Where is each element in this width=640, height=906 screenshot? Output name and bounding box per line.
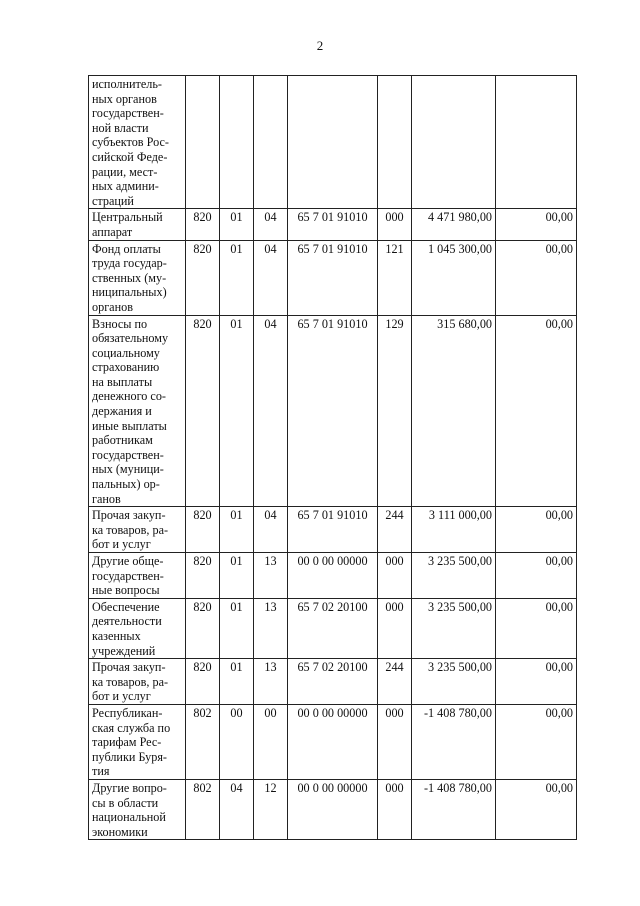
amount-cell [412,76,496,209]
target-article-cell: 65 7 01 91010 [288,315,378,507]
table-row [89,659,577,705]
row-name-cell: исполнитель- ных органов государствен- ной власти субъектов Рос- сийской Феде- рации, мест- ных админи- страций [89,76,186,209]
amount-cell: -1 408 780,00 [412,704,496,779]
amount-cell: 3 235 500,00 [412,598,496,658]
target-article-cell: 65 7 01 91010 [288,209,378,240]
expense-type-cell: 244 [378,659,412,705]
subsection-code-cell: 04 [254,507,288,553]
row-name-cell: Другие вопро- сы в области национальной экономики [89,779,186,839]
target-article-cell: 65 7 01 91010 [288,507,378,553]
row-name-cell: Взносы по обязательному социальному страхованию на выплаты денежного со- держания и иные выплаты работникам государствен- ных (муници- пальных) ор- ганов [89,315,186,507]
subsection-code-cell: 13 [254,598,288,658]
section-code-cell: 01 [220,507,254,553]
table-body [89,76,577,840]
section-code-cell: 04 [220,779,254,839]
ved-code-cell: 820 [186,598,220,658]
table-row [89,598,577,658]
table-row [89,779,577,839]
row-name-cell: Фонд оплаты труда государ- ственных (му- ниципальных) органов [89,240,186,315]
amount-change-cell: 00,00 [496,507,577,553]
expense-type-cell: 000 [378,704,412,779]
ved-code-cell: 820 [186,553,220,599]
ved-code-cell: 802 [186,704,220,779]
section-code-cell: 01 [220,553,254,599]
expense-type-cell: 000 [378,553,412,599]
expense-type-cell: 129 [378,315,412,507]
row-name-cell: Обеспечение деятельности казенных учреждений [89,598,186,658]
expense-type-cell: 121 [378,240,412,315]
table-row [89,76,577,209]
subsection-code-cell: 12 [254,779,288,839]
subsection-code-cell: 04 [254,240,288,315]
subsection-code-cell: 00 [254,704,288,779]
section-code-cell: 00 [220,704,254,779]
target-article-cell: 00 0 00 00000 [288,553,378,599]
amount-change-cell: 00,00 [496,240,577,315]
amount-change-cell: 00,00 [496,704,577,779]
table-row [89,209,577,240]
amount-cell: 315 680,00 [412,315,496,507]
section-code-cell [220,76,254,209]
table-row [89,315,577,507]
row-name-cell: Прочая закуп- ка товаров, ра- бот и услуг [89,659,186,705]
amount-cell: 3 235 500,00 [412,553,496,599]
ved-code-cell: 820 [186,315,220,507]
amount-change-cell [496,76,577,209]
expense-type-cell: 000 [378,598,412,658]
target-article-cell: 65 7 02 20100 [288,598,378,658]
subsection-code-cell: 04 [254,209,288,240]
amount-change-cell: 00,00 [496,209,577,240]
target-article-cell: 65 7 02 20100 [288,659,378,705]
amount-cell: 4 471 980,00 [412,209,496,240]
amount-cell: 1 045 300,00 [412,240,496,315]
amount-change-cell: 00,00 [496,553,577,599]
amount-change-cell: 00,00 [496,315,577,507]
table-row [89,704,577,779]
expense-type-cell: 244 [378,507,412,553]
subsection-code-cell [254,76,288,209]
amount-change-cell: 00,00 [496,659,577,705]
section-code-cell: 01 [220,598,254,658]
subsection-code-cell: 04 [254,315,288,507]
section-code-cell: 01 [220,240,254,315]
ved-code-cell: 820 [186,507,220,553]
amount-cell: 3 235 500,00 [412,659,496,705]
row-name-cell: Прочая закуп- ка товаров, ра- бот и услуг [89,507,186,553]
ved-code-cell: 820 [186,659,220,705]
amount-change-cell: 00,00 [496,598,577,658]
section-code-cell: 01 [220,315,254,507]
ved-code-cell [186,76,220,209]
target-article-cell [288,76,378,209]
target-article-cell: 00 0 00 00000 [288,779,378,839]
row-name-cell: Центральный аппарат [89,209,186,240]
expense-type-cell: 000 [378,209,412,240]
ved-code-cell: 820 [186,240,220,315]
ved-code-cell: 820 [186,209,220,240]
section-code-cell: 01 [220,659,254,705]
table-row [89,507,577,553]
expense-type-cell [378,76,412,209]
budget-table [88,75,577,840]
section-code-cell: 01 [220,209,254,240]
amount-cell: -1 408 780,00 [412,779,496,839]
subsection-code-cell: 13 [254,553,288,599]
subsection-code-cell: 13 [254,659,288,705]
expense-type-cell: 000 [378,779,412,839]
row-name-cell: Другие обще- государствен- ные вопросы [89,553,186,599]
table-row [89,240,577,315]
target-article-cell: 00 0 00 00000 [288,704,378,779]
table-row [89,553,577,599]
target-article-cell: 65 7 01 91010 [288,240,378,315]
ved-code-cell: 802 [186,779,220,839]
amount-cell: 3 111 000,00 [412,507,496,553]
page-number: 2 [316,38,324,53]
row-name-cell: Республикан- ская служба по тарифам Рес- публики Буря- тия [89,704,186,779]
amount-change-cell: 00,00 [496,779,577,839]
